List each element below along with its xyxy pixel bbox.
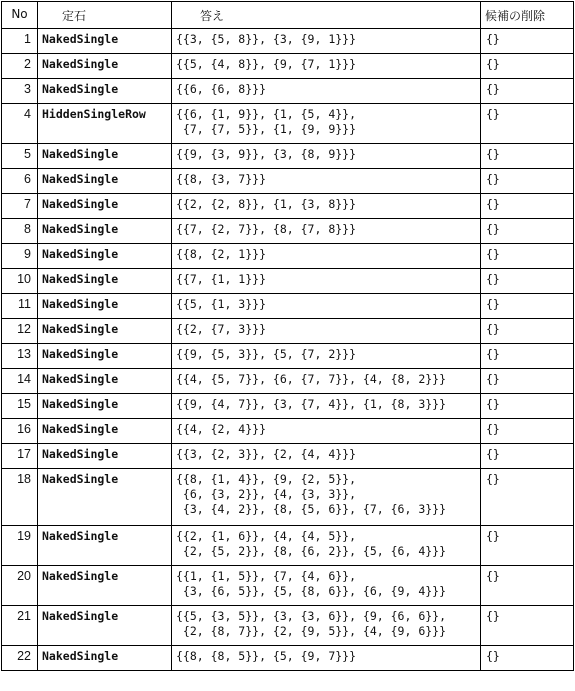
table-row	[2, 79, 574, 104]
row-method: NakedSingle	[38, 566, 172, 606]
row-no: 12	[2, 319, 38, 344]
row-method: NakedSingle	[38, 244, 172, 269]
row-answer: {{6, {1, 9}}, {1, {5, 4}}, {7, {7, 5}}, {1, {9, 9}}}	[172, 104, 481, 144]
row-method: NakedSingle	[38, 419, 172, 444]
row-method: NakedSingle	[38, 646, 172, 671]
row-no: 3	[2, 79, 38, 104]
row-answer: {{2, {2, 8}}, {1, {3, 8}}}	[172, 194, 481, 219]
row-answer: {{5, {1, 3}}}	[172, 294, 481, 319]
row-elimination: {}	[481, 469, 574, 526]
row-elimination: {}	[481, 394, 574, 419]
row-answer: {{8, {1, 4}}, {9, {2, 5}}, {6, {3, 2}}, {4, {3, 3}}, {3, {4, 2}}, {8, {5, 6}}, {7, {6, 3}}}	[172, 469, 481, 526]
row-answer: {{5, {4, 8}}, {9, {7, 1}}}	[172, 54, 481, 79]
row-elimination: {}	[481, 319, 574, 344]
table-row	[2, 294, 574, 319]
table-row	[2, 194, 574, 219]
row-no: 2	[2, 54, 38, 79]
row-answer: {{2, {7, 3}}}	[172, 319, 481, 344]
row-answer: {{4, {2, 4}}}	[172, 419, 481, 444]
row-answer: {{3, {5, 8}}, {3, {9, 1}}}	[172, 29, 481, 54]
row-answer: {{8, {8, 5}}, {5, {9, 7}}}	[172, 646, 481, 671]
table-row	[2, 319, 574, 344]
row-elimination: {}	[481, 29, 574, 54]
header-no: No	[2, 2, 38, 29]
table-row	[2, 244, 574, 269]
row-answer: {{7, {2, 7}}, {8, {7, 8}}}	[172, 219, 481, 244]
row-elimination: {}	[481, 606, 574, 646]
row-elimination: {}	[481, 419, 574, 444]
row-elimination: {}	[481, 144, 574, 169]
row-method: NakedSingle	[38, 444, 172, 469]
row-elimination: {}	[481, 526, 574, 566]
table-row	[2, 444, 574, 469]
table-row	[2, 54, 574, 79]
row-elimination: {}	[481, 169, 574, 194]
table-row	[2, 646, 574, 671]
row-no: 16	[2, 419, 38, 444]
row-answer: {{2, {1, 6}}, {4, {4, 5}}, {2, {5, 2}}, {8, {6, 2}}, {5, {6, 4}}}	[172, 526, 481, 566]
row-no: 8	[2, 219, 38, 244]
row-answer: {{8, {3, 7}}}	[172, 169, 481, 194]
row-elimination: {}	[481, 344, 574, 369]
row-elimination: {}	[481, 244, 574, 269]
row-no: 20	[2, 566, 38, 606]
row-method: NakedSingle	[38, 369, 172, 394]
table-row	[2, 419, 574, 444]
row-no: 17	[2, 444, 38, 469]
row-method: NakedSingle	[38, 54, 172, 79]
row-no: 15	[2, 394, 38, 419]
row-no: 18	[2, 469, 38, 526]
table-row	[2, 394, 574, 419]
row-no: 21	[2, 606, 38, 646]
table-row	[2, 566, 574, 606]
header-method: 定石	[38, 2, 172, 29]
row-method: NakedSingle	[38, 29, 172, 54]
row-method: NakedSingle	[38, 269, 172, 294]
row-answer: {{7, {1, 1}}}	[172, 269, 481, 294]
row-method: NakedSingle	[38, 294, 172, 319]
row-answer: {{1, {1, 5}}, {7, {4, 6}}, {3, {6, 5}}, {5, {8, 6}}, {6, {9, 4}}}	[172, 566, 481, 606]
table-row	[2, 606, 574, 646]
row-no: 4	[2, 104, 38, 144]
row-elimination: {}	[481, 104, 574, 144]
row-elimination: {}	[481, 269, 574, 294]
row-no: 7	[2, 194, 38, 219]
row-answer: {{9, {4, 7}}, {3, {7, 4}}, {1, {8, 3}}}	[172, 394, 481, 419]
row-method: NakedSingle	[38, 169, 172, 194]
row-method: HiddenSingleRow	[38, 104, 172, 144]
row-no: 11	[2, 294, 38, 319]
row-method: NakedSingle	[38, 194, 172, 219]
row-answer: {{9, {5, 3}}, {5, {7, 2}}}	[172, 344, 481, 369]
row-answer: {{9, {3, 9}}, {3, {8, 9}}}	[172, 144, 481, 169]
row-method: NakedSingle	[38, 79, 172, 104]
table-row	[2, 219, 574, 244]
row-method: NakedSingle	[38, 144, 172, 169]
row-method: NakedSingle	[38, 469, 172, 526]
row-no: 10	[2, 269, 38, 294]
row-no: 6	[2, 169, 38, 194]
row-elimination: {}	[481, 369, 574, 394]
table-row	[2, 469, 574, 526]
header-elimination: 候補の削除	[481, 2, 574, 29]
row-method: NakedSingle	[38, 344, 172, 369]
row-answer: {{5, {3, 5}}, {3, {3, 6}}, {9, {6, 6}}, {2, {8, 7}}, {2, {9, 5}}, {4, {9, 6}}}	[172, 606, 481, 646]
row-elimination: {}	[481, 219, 574, 244]
row-no: 9	[2, 244, 38, 269]
row-answer: {{4, {5, 7}}, {6, {7, 7}}, {4, {8, 2}}}	[172, 369, 481, 394]
header-row	[2, 2, 574, 29]
table-row	[2, 104, 574, 144]
table-row	[2, 269, 574, 294]
row-elimination: {}	[481, 294, 574, 319]
row-method: NakedSingle	[38, 319, 172, 344]
table-row	[2, 144, 574, 169]
row-method: NakedSingle	[38, 526, 172, 566]
row-elimination: {}	[481, 194, 574, 219]
row-elimination: {}	[481, 54, 574, 79]
row-elimination: {}	[481, 79, 574, 104]
table-row	[2, 169, 574, 194]
row-method: NakedSingle	[38, 219, 172, 244]
table-row	[2, 526, 574, 566]
row-no: 22	[2, 646, 38, 671]
table-row	[2, 29, 574, 54]
row-answer: {{3, {2, 3}}, {2, {4, 4}}}	[172, 444, 481, 469]
row-no: 13	[2, 344, 38, 369]
table-row	[2, 369, 574, 394]
row-elimination: {}	[481, 566, 574, 606]
row-no: 5	[2, 144, 38, 169]
row-no: 19	[2, 526, 38, 566]
row-method: NakedSingle	[38, 606, 172, 646]
solution-table	[1, 1, 574, 671]
row-no: 14	[2, 369, 38, 394]
row-answer: {{6, {6, 8}}}	[172, 79, 481, 104]
row-elimination: {}	[481, 444, 574, 469]
row-elimination: {}	[481, 646, 574, 671]
header-answer: 答え	[172, 2, 481, 29]
row-no: 1	[2, 29, 38, 54]
row-answer: {{8, {2, 1}}}	[172, 244, 481, 269]
table-row	[2, 344, 574, 369]
row-method: NakedSingle	[38, 394, 172, 419]
